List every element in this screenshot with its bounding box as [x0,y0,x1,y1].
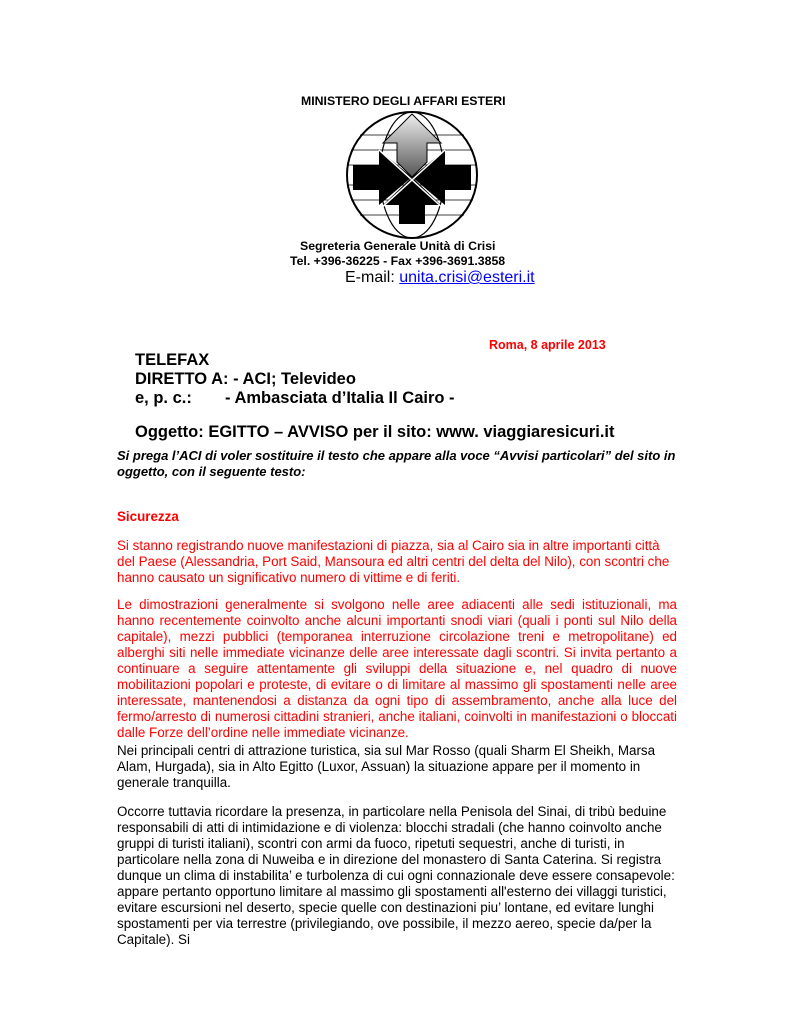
paragraph-2: Le dimostrazioni generalmente si svolgono nelle aree adiacenti alle sedi istituzionali, ma hanno recentemente coinvolto anche alcuni importanti snodi viari (quali i ponti sul Nilo della capitale), mezzi pubblici (temporanea interruzione circolazione treni e metropolitane) ed alberghi siti nelle immediate vicinanze delle aree interessate dagli scontri. Si invita pertanto a continuare a seguire attentamente gli sviluppi della situazione e, nel quadro di nuove mobilitazioni popolari e proteste, di evitare o di limitare al massimo gli spostamenti nelle aree interessate, mantenendosi a distanza da ogni tipo di assembramento, anche alla luce del fermo/arresto di numerosi cittadini stranieri, anche italiani, coinvolti in manifestazioni o bloccati dalle Forze dell’ordine nelle immediate vicinanze. [117,597,677,740]
fax-cc: - Ambasciata d’Italia Il Cairo - [225,389,455,407]
ministry-name: MINISTERO DEGLI AFFARI ESTERI [301,94,506,108]
unit-name: Segreteria Generale Unità di Crisi [300,239,496,253]
email-link[interactable]: unita.crisi@esteri.it [399,269,535,286]
intro-text: Si prega l’ACI di voler sostituire il testo che appare alla voce “Avvisi particolari” del sito in oggetto, con il seguente testo: [117,448,676,479]
section-title: Sicurezza [117,509,179,524]
fax-type: TELEFAX [135,351,210,369]
paragraph-1: Si stanno registrando nuove manifestazioni di piazza, sia al Cairo sia in altre importanti città del Paese (Alessandria, Port Said, Mansoura ed altri centri del delta del Nilo), con scontri che hanno causato un significativo numero di vittime e di feriti. [117,538,670,585]
paragraph-3: Nei principali centri di attrazione turistica, sia sul Mar Rosso (quali Sharm El Sheikh, Marsa Alam, Hurgada), sia in Alto Egitto (Luxor, Assuan) la situazione appare per il momento in generale tranquilla. [117,743,656,790]
crisis-unit-logo [345,110,479,240]
subject: Oggetto: EGITTO – AVVISO per il sito: www. viaggiaresicuri.it [135,423,615,441]
email-line [345,269,535,287]
phone-fax: Tel. +396-36225 - Fax +396-3691.3858 [290,254,506,268]
paragraph-4: Occorre tuttavia ricordare la presenza, in particolare nella Penisola del Sinai, di tribù beduine responsabili di atti di intimidazione e di violenza: blocchi stradali (che hanno coinvolto anche gruppi di turisti italiani), scontri con armi da fuoco, ripetuti sequestri, anche di turisti, in particolare nella zona di Nuweiba e in direzione del monastero di Santa Caterina. Si registra dunque un clima di instabilita’ e turbolenza di cui ogni connazionale deve essere consapevole: appare pertanto opportuno limitare al massimo gli spostamenti all'esterno dei villaggi turistici, evitare escursioni nel deserto, specie quelle con destinazioni piu’ lontane, ed evitare lunghi spostamenti per via terrestre (privilegiando, ove possibile, il mezzo aereo, specie da/per la Capitale). Si [117,804,675,947]
fax-recipient: DIRETTO A: - ACI; Televideo [135,370,356,388]
fax-cc-label: e, p. c.: [135,389,192,407]
email-label: E-mail: [345,269,400,286]
date: Roma, 8 aprile 2013 [489,338,606,352]
